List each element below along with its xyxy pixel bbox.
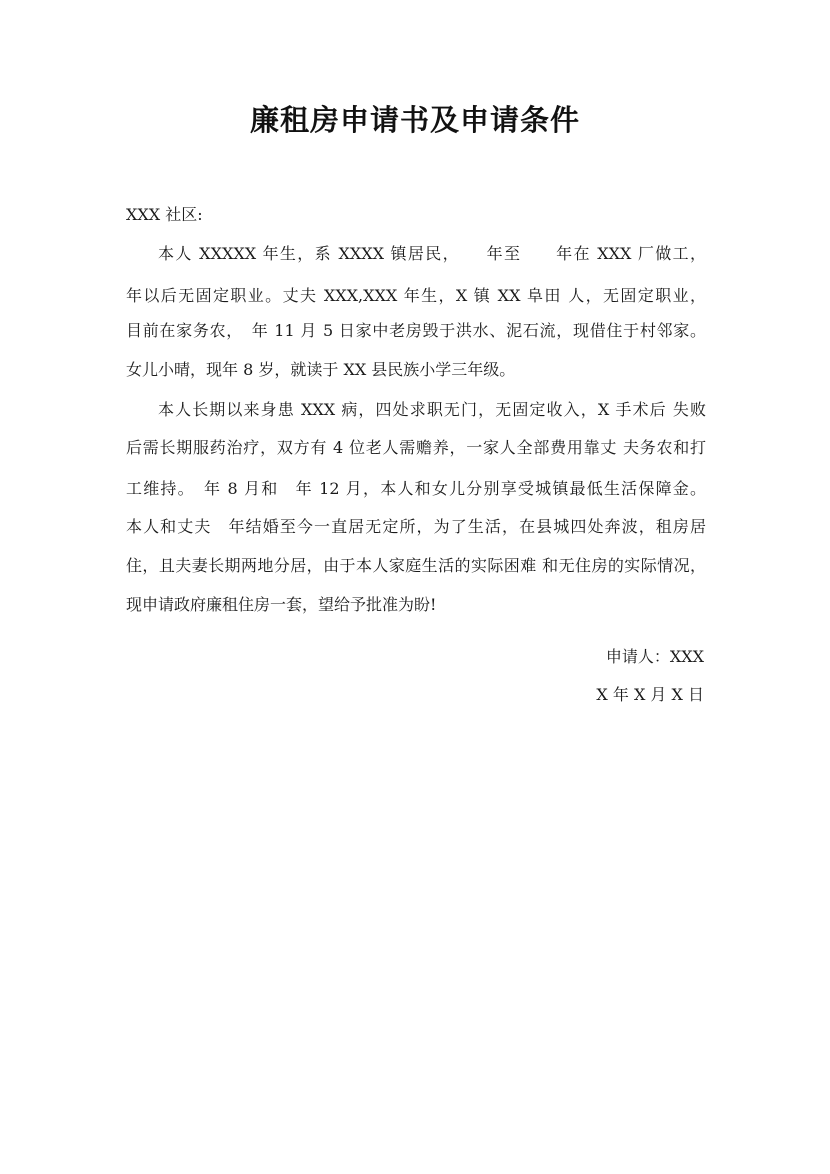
applicant-signature: 申请人：XXX bbox=[605, 647, 704, 666]
application-date: X 年 X 月 X 日 bbox=[596, 685, 704, 704]
paragraph2-line-1: 本人长期以来身患 XXX 病，四处求职无门，无固定收入，X 手术后 失败 bbox=[158, 400, 706, 419]
paragraph1-line-3: 目前在家务农， 年 11 月 5 日家中老房毁于洪水、泥石流，现借住于村邻家。 bbox=[126, 321, 706, 340]
paragraph2-line-2: 后需长期服药治疗，双方有 4 位老人需赡养，一家人全部费用靠丈 夫务农和打 bbox=[126, 438, 706, 457]
paragraph2-line-4: 本人和丈夫 年结婚至今一直居无定所，为了生活，在县城四处奔波，租房居 bbox=[126, 517, 706, 536]
salutation: XXX 社区: bbox=[126, 205, 203, 224]
paragraph2-line-6: 现申请政府廉租住房一套，望给予批准为盼! bbox=[126, 595, 437, 614]
paragraph1-line-2: 年以后无固定职业。丈夫 XXX,XXX 年生，X 镇 XX 阜田 人，无固定职业， bbox=[126, 286, 706, 305]
paragraph2-line-3: 工维持。 年 8 月和 年 12 月，本人和女儿分别享受城镇最低生活保障金。 bbox=[126, 479, 706, 498]
paragraph2-line-5: 住，且夫妻长期两地分居，由于本人家庭生活的实际困难 和无住房的实际情况， bbox=[126, 556, 706, 575]
document-title: 廉租房申请书及申请条件 bbox=[249, 103, 580, 137]
paragraph1-line-1: 本人 XXXXX 年生，系 XXXX 镇居民， 年至 年在 XXX 厂做工， bbox=[158, 244, 706, 263]
paragraph1-line-4: 女儿小晴，现年 8 岁，就读于 XX 县民族小学三年级。 bbox=[126, 360, 516, 379]
